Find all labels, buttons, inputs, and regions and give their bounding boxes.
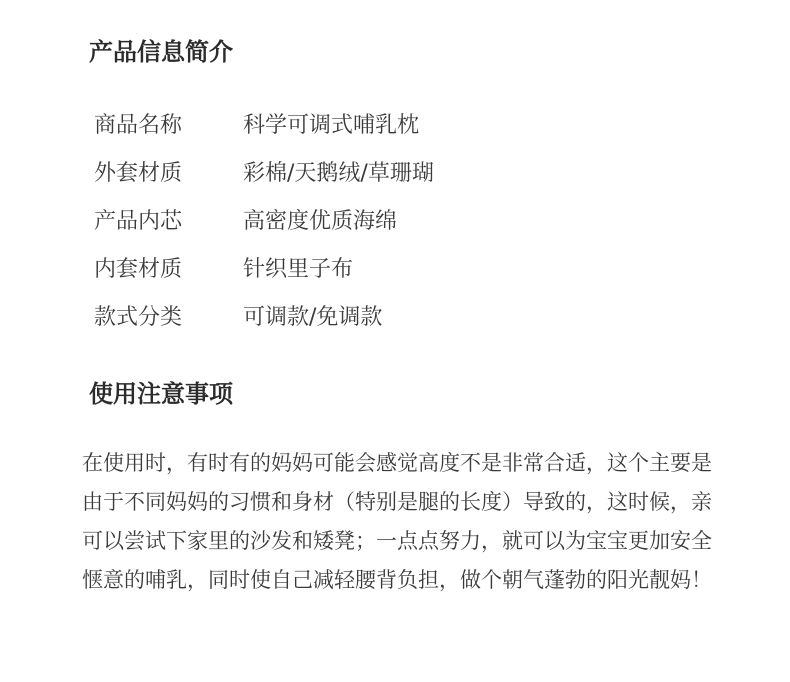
product-info-title: 产品信息简介: [89, 38, 233, 66]
usage-notes-body: 在使用时，有时有的妈妈可能会感觉高度不是非常合适，这个主要是由于不同妈妈的习惯和身材（特别是腿的长度）导致的，这时候，亲可以尝试下家里的沙发和矮凳；一点点努力，就可以为宝宝更加安全惬意的哺乳，同时使自己减轻腰背负担，做个朝气蓬勃的阳光靓妈！: [82, 451, 712, 592]
spec-label: 外套材质: [94, 161, 183, 186]
spec-value: 彩棉/天鹅绒/草珊瑚: [243, 161, 434, 186]
spec-value: 可调款/免调款: [243, 305, 383, 330]
spec-row-cover-material: [94, 156, 434, 204]
usage-notes-title: 使用注意事项: [89, 380, 233, 408]
spec-value: 针织里子布: [243, 257, 354, 282]
spec-label: 款式分类: [94, 305, 183, 330]
spec-row-inner-cover-material: [94, 252, 434, 300]
spec-value: 高密度优质海绵: [243, 209, 398, 234]
spec-label: 内套材质: [94, 257, 183, 282]
spec-label: 产品内芯: [94, 209, 183, 234]
spec-row-inner-core: [94, 204, 434, 252]
product-spec-table: [94, 108, 434, 348]
spec-row-style-category: [94, 300, 434, 348]
spec-label: 商品名称: [94, 113, 183, 138]
spec-value: 科学可调式哺乳枕: [243, 113, 420, 138]
spec-row-product-name: [94, 108, 434, 156]
